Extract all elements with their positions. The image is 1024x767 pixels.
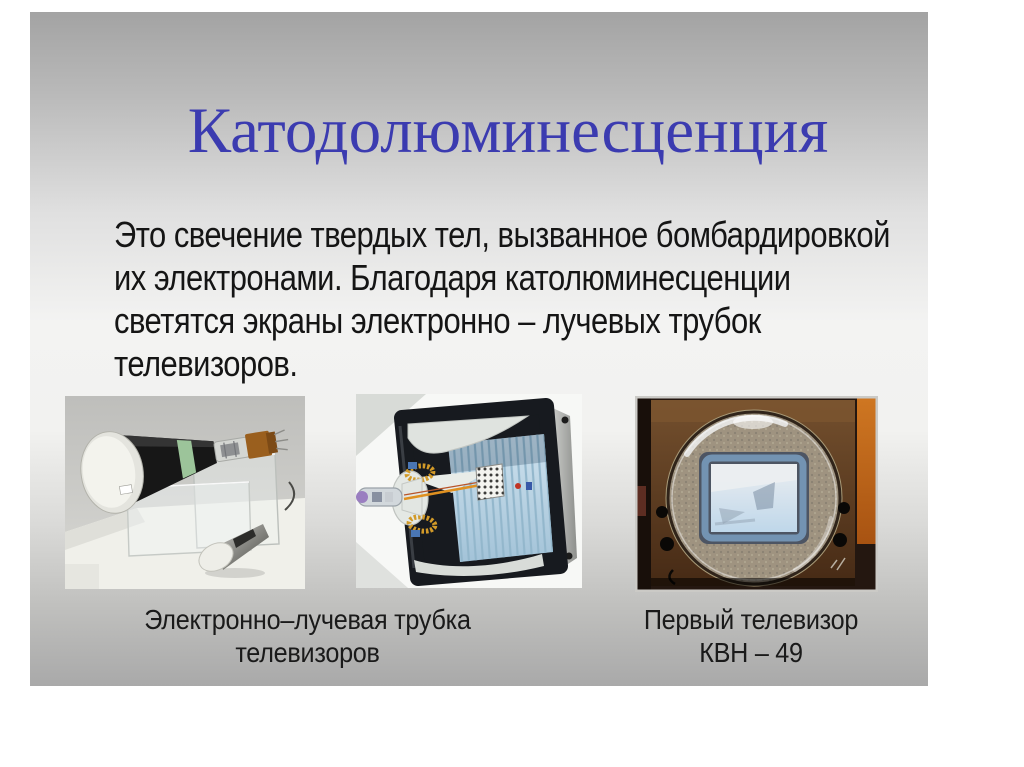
crt-tube-photo <box>65 396 305 589</box>
slide-title: Катодолюминесценция <box>187 95 829 167</box>
crt-cutaway-photo <box>356 394 582 588</box>
caption-line: КВН – 49 <box>699 637 803 668</box>
caption-kvn49-tv <box>600 603 902 669</box>
caption-crt-tube <box>125 603 490 669</box>
body-line: светятся экраны электронно – лучевых трубок <box>114 300 761 341</box>
blue-dot <box>526 482 532 490</box>
magnifying-lens <box>668 412 840 584</box>
presentation-slide <box>30 12 928 686</box>
knob <box>656 506 668 518</box>
crt-tube-illustration <box>65 396 305 589</box>
slide-body <box>114 213 928 385</box>
neck-tip <box>356 491 368 503</box>
caption-line: Электронно–лучевая трубка <box>144 604 471 635</box>
knob <box>833 533 847 547</box>
body-line: их электронами. Благодаря католюминесценции <box>114 257 791 298</box>
kvn49-tv-illustration <box>635 396 878 592</box>
table-leg <box>65 564 99 589</box>
caption-line: Первый телевизор <box>643 604 859 635</box>
caption-line: телевизоров <box>235 637 380 668</box>
crt-cutaway-illustration <box>356 394 582 588</box>
knob <box>838 502 850 514</box>
body-line: Это свечение твердых тел, вызванное бомбардировкой <box>114 214 890 255</box>
knob <box>660 537 674 551</box>
orange-backdrop <box>857 396 878 544</box>
red-dot <box>515 483 521 489</box>
kvn49-tv-photo <box>635 396 878 592</box>
label <box>119 485 132 495</box>
body-line: телевизоров. <box>114 343 298 384</box>
